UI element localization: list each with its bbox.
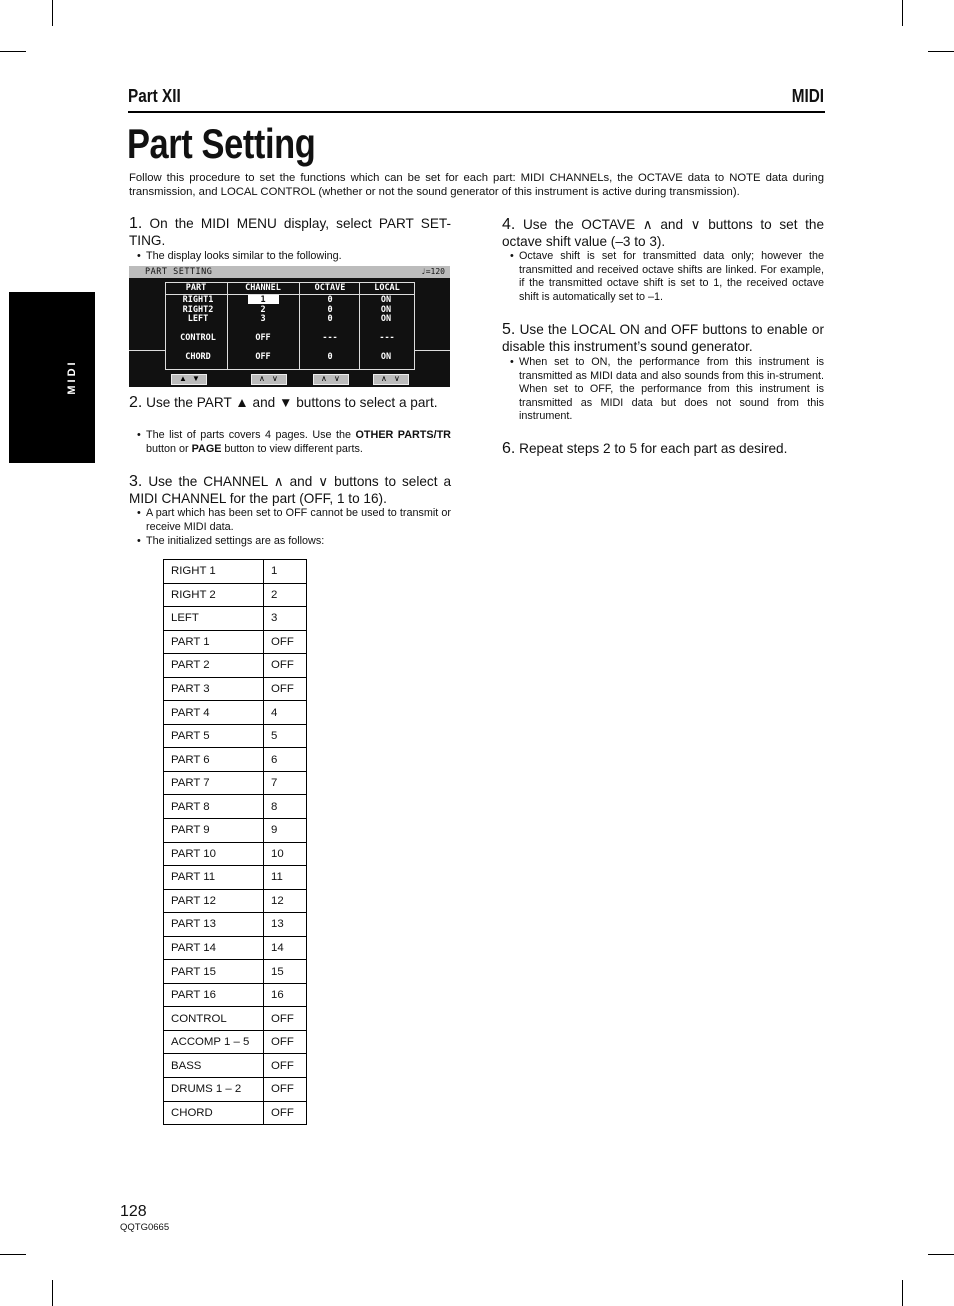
table-row [164, 983, 307, 1007]
channel-cell: OFF [264, 1030, 307, 1054]
channel-cell: 5 [264, 724, 307, 748]
step-3-note: • A part which has been set to OFF cannot be used to transmit or receive MIDI data. [137, 507, 451, 534]
channel-cell: 4 [264, 701, 307, 725]
step-1 [129, 215, 451, 249]
table-row [164, 960, 307, 984]
display-header-octave: OCTAVE [314, 283, 346, 293]
part-name-cell: RIGHT 1 [164, 560, 264, 584]
display-tempo: ♩=120 [420, 267, 445, 276]
display-cell: 2 [260, 305, 266, 315]
step-5-note: • When set to ON, the performance from this instrument is transmitted as MIDI data and also sounds from this in-strument. When set to OFF, the performance from this instrument is transmitted as MIDI data but does not sound from this instrument. [510, 356, 824, 424]
step-number: 1. [129, 215, 143, 232]
table-row [164, 795, 307, 819]
note-bold: OTHER PARTS/TR [355, 429, 451, 441]
step-text: Use the PART ▲ and ▼ buttons to select a part. [146, 395, 438, 410]
display-cell: --- [379, 333, 395, 343]
table-row [164, 583, 307, 607]
channel-cell: 12 [264, 889, 307, 913]
display-cell: 0 [327, 295, 333, 305]
crop-mark [928, 1254, 954, 1255]
channel-cell: 1 [264, 560, 307, 584]
part-name-cell: CONTROL [164, 1007, 264, 1031]
part-name-cell: BASS [164, 1054, 264, 1078]
table-row [164, 1101, 307, 1125]
table-row [164, 1054, 307, 1078]
table-row [164, 819, 307, 843]
display-cell: RIGHT2 [182, 305, 214, 315]
chapter-label: Part XII [128, 86, 181, 106]
part-name-cell: PART 12 [164, 889, 264, 913]
table-row [164, 1078, 307, 1102]
step-5 [502, 321, 824, 355]
note-text: button to view different parts. [221, 442, 363, 455]
display-title: PART SETTING [145, 267, 213, 277]
table-row [164, 913, 307, 937]
step-number: 2. [129, 394, 143, 411]
display-right-rule [415, 350, 450, 351]
section-tab-label: MIDI [66, 359, 78, 395]
display-local-button[interactable]: ∧ ∨ [373, 374, 409, 385]
channel-cell: OFF [264, 1101, 307, 1125]
display-cell: ON [380, 314, 392, 324]
crop-mark [52, 1280, 53, 1306]
table-row [164, 724, 307, 748]
part-name-cell: PART 14 [164, 936, 264, 960]
crop-mark [0, 1254, 26, 1255]
part-name-cell: PART 7 [164, 771, 264, 795]
display-left-rule [129, 350, 165, 351]
part-name-cell: PART 15 [164, 960, 264, 984]
table-row [164, 936, 307, 960]
channel-cell: 6 [264, 748, 307, 772]
table-row [164, 560, 307, 584]
table-row [164, 607, 307, 631]
display-cell: 0 [327, 352, 333, 362]
table-row [164, 842, 307, 866]
section-tab [9, 292, 95, 463]
display-octave-button[interactable]: ∧ ∨ [313, 374, 349, 385]
crop-mark [0, 51, 26, 52]
table-row [164, 1007, 307, 1031]
step-6 [502, 440, 824, 457]
section-label: MIDI [791, 86, 824, 106]
display-cell: 0 [327, 305, 333, 315]
step-4 [502, 216, 824, 250]
note-bold: PAGE [191, 442, 222, 455]
part-name-cell: PART 6 [164, 748, 264, 772]
table-row [164, 748, 307, 772]
part-name-cell: DRUMS 1 – 2 [164, 1078, 264, 1102]
channel-cell: 7 [264, 771, 307, 795]
step-1-note: • The display looks similar to the following. [137, 250, 451, 264]
step-text: Use the CHANNEL ∧ and ∨ buttons to select a MIDI CHANNEL for the part (OFF, 1 to 16). [129, 474, 452, 506]
display-cell: ON [380, 305, 392, 315]
step-2-note [137, 429, 451, 456]
channel-cell: 15 [264, 960, 307, 984]
table-row [164, 771, 307, 795]
part-name-cell: PART 5 [164, 724, 264, 748]
part-name-cell: PART 9 [164, 819, 264, 843]
display-col-rule [227, 282, 228, 370]
part-name-cell: PART 13 [164, 913, 264, 937]
page-title: Part Setting [127, 120, 316, 167]
header-rule [128, 111, 825, 113]
crop-mark [902, 0, 903, 26]
display-channel-button[interactable]: ∧ ∨ [251, 374, 287, 385]
display-col-rule [359, 282, 360, 370]
display-screenshot [129, 266, 450, 387]
part-name-cell: PART 3 [164, 677, 264, 701]
part-name-cell: PART 4 [164, 701, 264, 725]
step-number: 4. [502, 216, 516, 233]
part-name-cell: ACCOMP 1 – 5 [164, 1030, 264, 1054]
display-cell: OFF [255, 352, 271, 362]
part-name-cell: PART 2 [164, 654, 264, 678]
crop-mark [52, 0, 53, 26]
channel-cell: OFF [264, 1054, 307, 1078]
part-name-cell: PART 8 [164, 795, 264, 819]
channel-cell: 3 [264, 607, 307, 631]
display-cell: CHORD [185, 352, 211, 362]
note-text: The list of parts covers 4 pages. Use the [146, 429, 356, 441]
channel-cell: 10 [264, 842, 307, 866]
display-cell-selected: 1 [260, 295, 266, 305]
part-name-cell: PART 16 [164, 983, 264, 1007]
step-3 [129, 473, 451, 507]
part-name-cell: PART 11 [164, 866, 264, 890]
crop-mark [902, 1280, 903, 1306]
channel-cell: 13 [264, 913, 307, 937]
step-text: Use the LOCAL ON and OFF buttons to enable or disable this instrument’s sound generator. [502, 322, 824, 354]
page-number: 128 [120, 1203, 147, 1220]
channel-cell: 9 [264, 819, 307, 843]
display-cell: RIGHT1 [182, 295, 214, 305]
step-3-note: • The initialized settings are as follows: [137, 535, 451, 549]
channel-cell: OFF [264, 630, 307, 654]
table-row [164, 677, 307, 701]
channel-cell: OFF [264, 654, 307, 678]
channel-cell: 11 [264, 866, 307, 890]
channel-cell: OFF [264, 677, 307, 701]
note-text: button or [146, 442, 192, 455]
channel-cell: 2 [264, 583, 307, 607]
table-row [164, 701, 307, 725]
step-text: On the MIDI MENU display, select PART SET-TING. [129, 216, 451, 248]
step-number: 6. [502, 440, 516, 457]
table-row [164, 1030, 307, 1054]
intro-paragraph: Follow this procedure to set the functions which can be set for each part: MIDI CHANNELs, the OCTAVE data to NOTE data during transmission, and LOCAL CONTROL (whether or not the sound generator of this instrument is active during transmission). [129, 172, 824, 198]
step-text: Repeat steps 2 to 5 for each part as desired. [519, 441, 788, 456]
crop-mark [928, 51, 954, 52]
channel-cell: 16 [264, 983, 307, 1007]
display-cell: --- [322, 333, 338, 343]
channel-cell: OFF [264, 1007, 307, 1031]
channel-cell: 8 [264, 795, 307, 819]
display-cell: ON [380, 295, 392, 305]
display-cell: OFF [255, 333, 271, 343]
part-name-cell: PART 10 [164, 842, 264, 866]
display-cell: CONTROL [180, 333, 216, 343]
display-cell: LEFT [187, 314, 209, 324]
step-number: 5. [502, 321, 516, 338]
channel-cell: OFF [264, 1078, 307, 1102]
display-cell: 3 [260, 314, 266, 324]
document-code: QQTG0665 [120, 1222, 170, 1233]
display-header-part: PART [185, 283, 207, 293]
table-row [164, 866, 307, 890]
initial-settings-table [163, 559, 307, 1125]
display-cell: ON [380, 352, 392, 362]
step-number: 3. [129, 473, 143, 490]
step-2 [129, 394, 451, 411]
part-name-cell: LEFT [164, 607, 264, 631]
display-col-rule [299, 282, 300, 370]
step-text: Use the OCTAVE ∧ and ∨ buttons to set the octave shift value (–3 to 3). [502, 217, 824, 249]
display-header-channel: CHANNEL [245, 283, 281, 293]
display-cell: 0 [327, 314, 333, 324]
part-name-cell: PART 1 [164, 630, 264, 654]
table-row [164, 654, 307, 678]
part-name-cell: CHORD [164, 1101, 264, 1125]
channel-cell: 14 [264, 936, 307, 960]
step-4-note: • Octave shift is set for transmitted data only; however the transmitted and received octave shifts are linked. For example, if the transmitted octave shift is set to 1, the received octave shift is automatically set to –1. [510, 250, 824, 304]
part-name-cell: RIGHT 2 [164, 583, 264, 607]
display-header-local: LOCAL [374, 283, 400, 293]
display-part-button[interactable]: ▲ ▼ [171, 374, 207, 385]
table-row [164, 889, 307, 913]
table-row [164, 630, 307, 654]
